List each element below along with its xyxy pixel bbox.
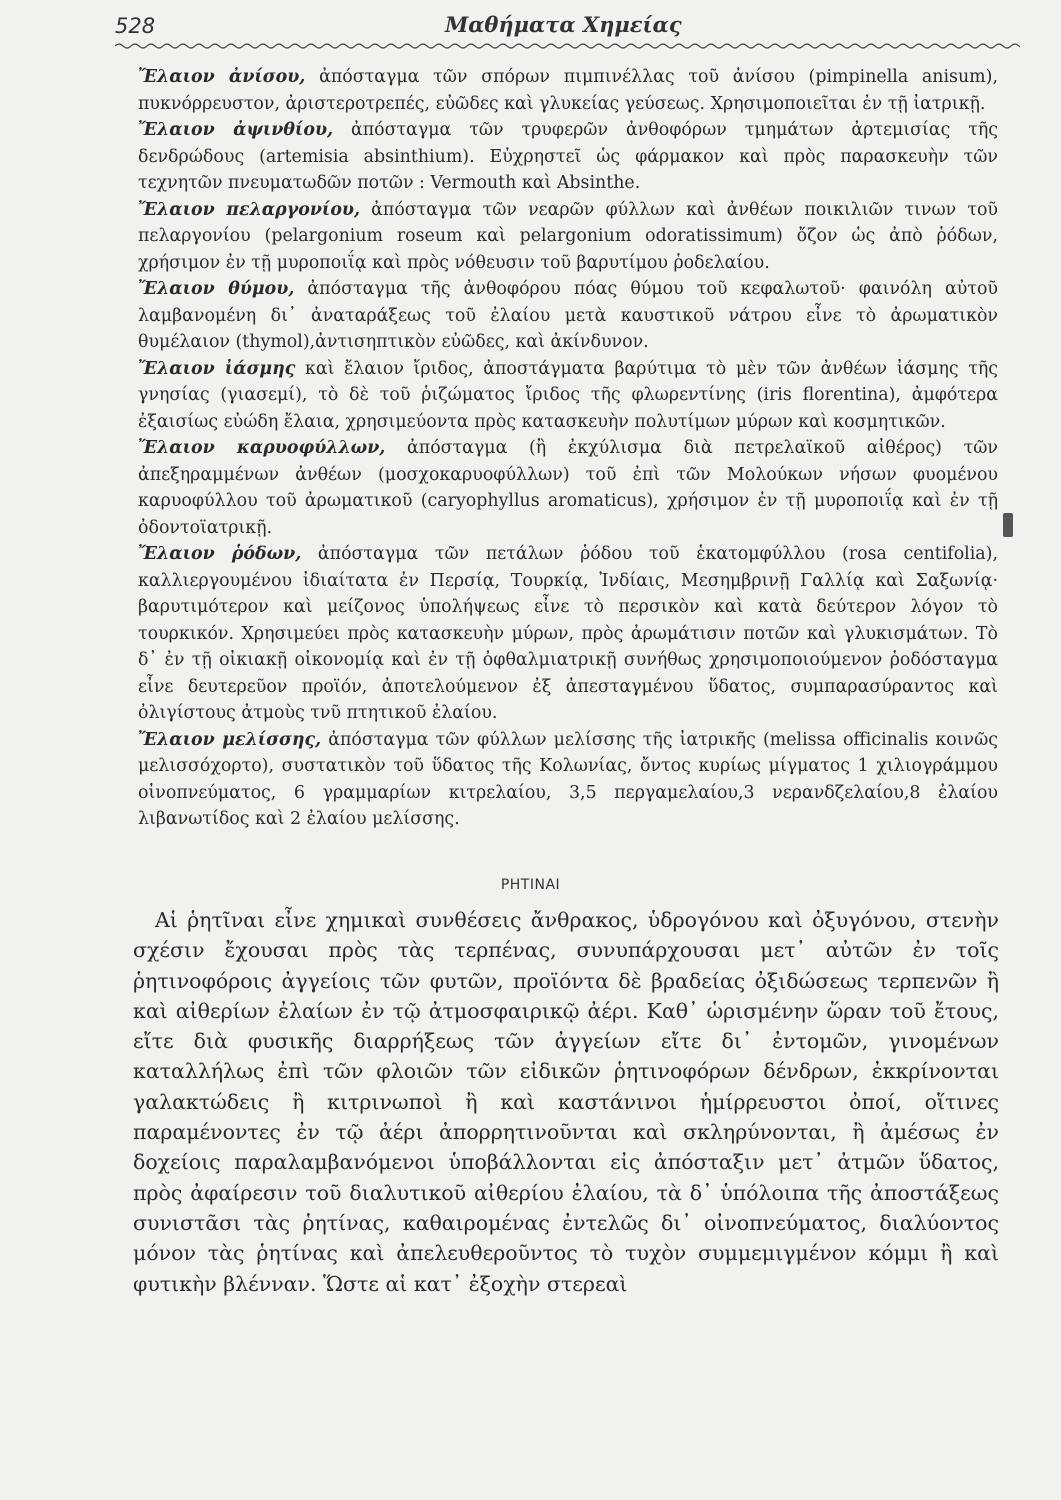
- section-heading: ΡΗΤΙΝΑΙ: [500, 877, 561, 893]
- entry-term: Ἔλαιον θύμου,: [138, 279, 295, 299]
- entry-term: Ἔλαιον καρυοφύλλων,: [138, 438, 386, 458]
- entry-melissa-oil: [138, 727, 998, 833]
- entry-term: Ἔλαιον μελίσσης,: [138, 729, 322, 750]
- entry-term: Ἔλαιον ἰάσμης: [138, 358, 296, 379]
- entry-term: Ἔλαιον ῥόδων,: [138, 544, 302, 564]
- entry-absinthe-oil: [138, 117, 998, 197]
- entry-text: ἀπόσταγμα (ἢ ἐκχύλισμα διὰ πετρελαϊκοῦ αἰθέρος) τῶν ἀπεξηραμμένων ἀνθέων (μοσχοκαρυοφύλλων) τοῦ ἐπὶ τῶν Μολούκων νήσων φυομένου καρυοφύλλου τοῦ ἀρωματικοῦ (caryophyllus aromaticus), χρήσιμον ἐν τῇ μυροποιΐᾳ καὶ ἐν τῇ ὀδοντοϊατρικῇ.: [138, 438, 998, 538]
- entry-text: ἀπόσταγμα τῶν τρυφερῶν ἀνθοφόρων τμημάτων ἀρτεμισίας τῆς δενδρώδους (artemisia absinthium). Εὐχρηστεῖ ὡς φάρμακον καὶ πρὸς παρασκευὴν τῶν τεχνητῶν πνευματωδῶν ποτῶν : Vermouth καὶ Absinthe.: [138, 120, 998, 193]
- entry-text: ἀπόσταγμα τῶν πετάλων ῥόδου τοῦ ἑκατομφύλλου (rosa centifolia), καλλιεργουμένου ἰδιαίτατα ἐν Περσίᾳ, Τουρκίᾳ, Ἰνδίαις, Μεσημβρινῇ Γαλλίᾳ καὶ Σαξωνίᾳ· βαρυτιμότερον καὶ μείζονος ὑπολήψεως εἶνε τὸ περσικὸν καὶ κατὰ δεύτερον λόγον τὸ τουρκικόν. Χρησιμεύει πρὸς κατασκευὴν μύρων, πρὸς ἀρωμάτισιν ποτῶν καὶ γλυκισμάτων. Τὸ δ᾽ ἐν τῇ οἰκιακῇ οἰκονομίᾳ καὶ ἐν τῇ ὀφθαλμιατρικῇ συνήθως χρησιμοποιούμενον ῥοδόσταγμα εἶνε δευτερεῦον προϊόν, ἀποτελούμενον ἐξ ἀπεσταγμένου ὕδατος, συμπαρασύραντος καὶ ὀλιγίστους ἀτμοὺς τνῦ πτητικοῦ ἐλαίου.: [138, 544, 998, 723]
- running-title: Μαθήματα Χημείας: [445, 12, 682, 37]
- entry-term: Ἔλαιον πελαργονίου,: [138, 199, 361, 220]
- page-header: [115, 6, 1020, 40]
- entry-text: ἀπόσταγμα τῶν σπόρων πιμπινέλλας τοῦ ἀνίσου (pimpinella anisum), πυκνόρρευστον, ἀριστεροτρεπές, εὐῶδες καὶ γλυκείας γεύσεως. Χρησιμοποιεῖται ἐν τῇ ἰατρικῇ.: [138, 67, 998, 114]
- entry-term: Ἔλαιον ἀψινθίου,: [138, 120, 334, 140]
- entry-text: ἀπόσταγμα τῶν φύλλων μελίσσης τῆς ἰατρικῆς (melissa officinalis κοινῶς μελισσόχορτο), συστατικὸν τοῦ ὕδατος τῆς Κολωνίας, ὄντος κυρίως μίγματος 1 χιλιογράμμου οἰνοπνεύματος, 6 γραμμαρίων κιτρελαίου, 3,5 περγαμελαίου,3 νερανδζελαίου,8 ἐλαίου λιβανωτίδος καὶ 2 ἐλαίου μελίσσης.: [138, 729, 998, 829]
- entry-clove-oil: [138, 435, 998, 541]
- print-smudge: [1003, 513, 1013, 537]
- entry-thyme-oil: [138, 276, 998, 356]
- entry-geranium-oil: [138, 197, 998, 277]
- entry-text: καὶ ἔλαιον ἴριδος, ἀποστάγματα βαρύτιμα τὸ μὲν τῶν ἀνθέων ἰάσμης τῆς γνησίας (γιασεμί), τὸ δὲ τοῦ ῥιζώματος ἴριδος τῆς φλωρεντίνης (iris florentina), ἀμφότερα ἐξαισίως εὐώδη ἔλαια, χρησιμεύοντα πρὸς κατασκευὴν πολυτίμων μύρων καὶ κοσμητικῶν.: [138, 358, 998, 432]
- entry-anise-oil: [138, 64, 998, 117]
- entry-term: Ἔλαιον ἀνίσου,: [138, 67, 306, 87]
- entry-rose-oil: [138, 541, 998, 727]
- entry-jasmine-iris-oil: [138, 356, 998, 436]
- resins-section-body: [133, 905, 999, 1299]
- page-number: 528: [115, 14, 156, 38]
- oil-entries: [138, 64, 998, 833]
- wavy-header-rule: [115, 40, 1020, 52]
- resins-paragraph: Αἱ ῥητῖναι εἶνε χημικαὶ συνθέσεις ἄνθρακος, ὑδρογόνου καὶ ὀξυγόνου, στενὴν σχέσιν ἔχουσαι πρὸς τὰς τερπένας, συνυπάρχουσαι μετ᾽ αὐτῶν ἐν τοῖς ῥητινοφόροις ἀγγείοις τῶν φυτῶν, προϊόντα δὲ βραδείας ὀξιδώσεως τερπενῶν ἢ καὶ αἰθερίων ἐλαίων ἐν τῷ ἀτμοσφαιρικῷ ἀέρι. Καθ᾽ ὡρισμένην ὥραν τοῦ ἔτους, εἴτε διὰ φυσικῆς διαρρήξεως τῶν ἀγγείων εἴτε δι᾽ ἐντομῶν, γινομένων καταλλήλως ἐπὶ τῶν φλοιῶν τῶν εἰδικῶν ῥητινοφόρων δένδρων, ἐκκρίνονται γαλακτώδεις ἢ κιτρινωποὶ ἢ καὶ καστάνινοι ἡμίρρευστοι ὀποί, οἵτινες παραμένοντες ἐν τῷ ἀέρι ἀπορρητινοῦνται καὶ σκληρύνονται, ἢ ἀμέσως ἐν δοχείοις παραλαμβανόμενοι ὑποβάλλονται εἰς ἀπόσταξιν μετ᾽ ἀτμῶν ὕδατος, πρὸς ἀφαίρεσιν τοῦ διαλυτικοῦ αἰθερίου ἐλαίου, τὰ δ᾽ ὑπόλοιπα τῆς ἀποστάξεως συνιστᾶσι τὰς ῥητίνας, καθαιρομένας ἐντελῶς δι᾽ οἰνοπνεύματος, διαλύοντος μόνον τὰς ῥητίνας καὶ ἀπελευθεροῦντος τὸ τυχὸν συμμεμιγμένον κόμμι ἢ καὶ φυτικὴν βλένναν. Ὥστε αἱ κατ᾽ ἐξοχὴν στερεαὶ: [133, 908, 999, 1296]
- entry-text: ἀπόσταγμα τῶν νεαρῶν φύλλων καὶ ἀνθέων ποικιλιῶν τινων τοῦ πελαργονίου (pelargonium roseum καὶ pelargonium odoratissimum) ὄζον ὡς ἀπὸ ῥόδων, χρήσιμον ἐν τῇ μυροποιΐᾳ καὶ πρὸς νόθευσιν τοῦ βαρυτίμου ῥοδελαίου.: [138, 199, 999, 273]
- entry-text: ἀπόσταγμα τῆς ἀνθοφόρου πόας θύμου τοῦ κεφαλωτοῦ· φαινόλη αὐτοῦ λαμβανομένη δι᾽ ἀναταράξεως τοῦ ἐλαίου μετὰ καυστικοῦ νάτρου εἶνε τὸ ἀρωματικὸν θυμέλαιον (thymol),ἀντισηπτικὸν εὐῶδες, καὶ ἀκίνδυνον.: [138, 279, 998, 352]
